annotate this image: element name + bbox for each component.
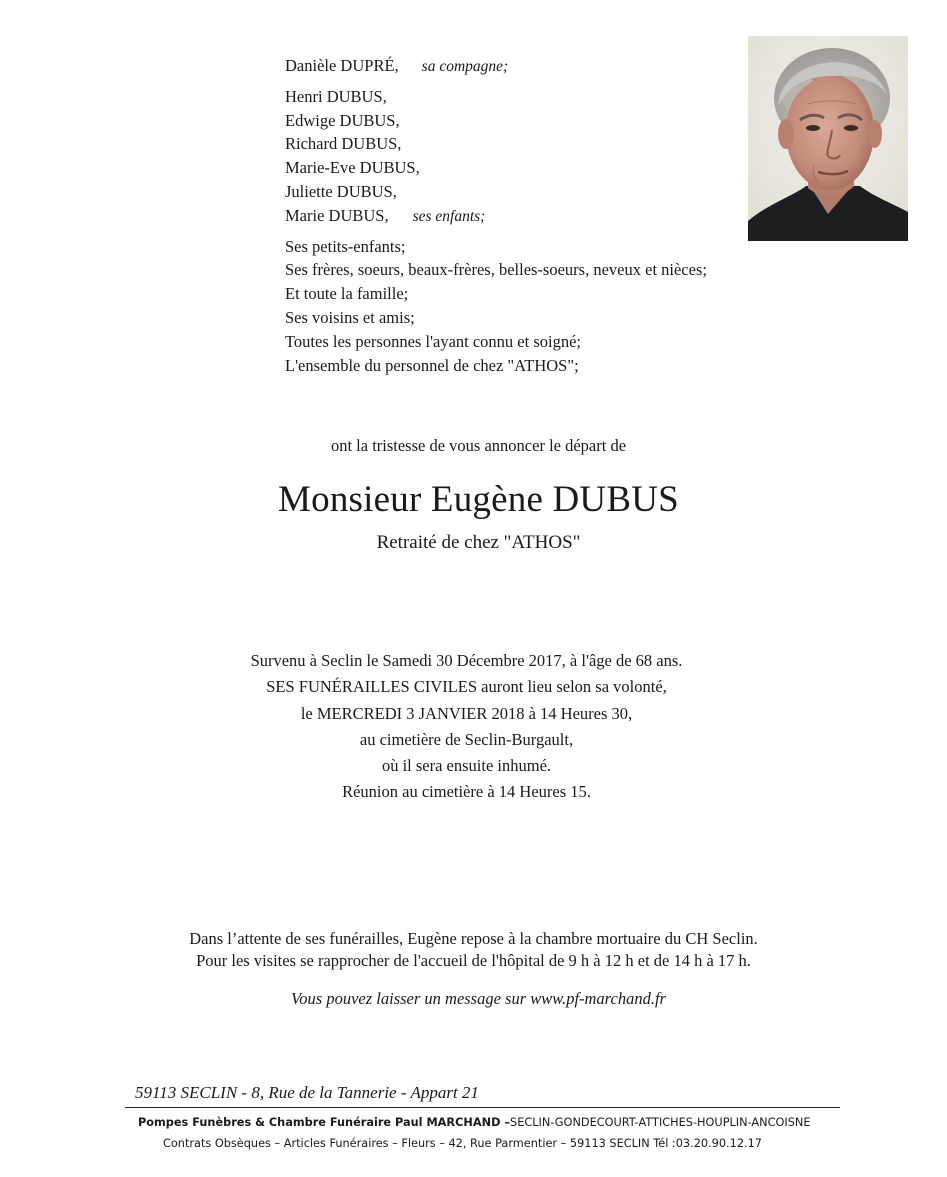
relatives-line: Ses voisins et amis; [285,307,415,327]
child-name: Juliette DUBUS, [285,181,397,201]
family-address: 59113 SECLIN - 8, Rue de la Tannerie - Appart 21 [135,1083,479,1102]
relatives-line: Ses petits-enfants; [285,236,406,256]
deceased-subtitle: Retraité de chez "ATHOS" [376,532,581,553]
partner-role: sa compagne; [421,58,509,75]
funeral-details [0,648,940,806]
relatives-line: Ses frères, soeurs, beaux-frères, belles-soeurs, neveux et nièces; [285,260,707,280]
footer-divider [125,1107,840,1108]
child-name: Marie DUBUS, [285,205,389,225]
details-line: Réunion au cimetière à 14 Heures 15. [342,782,591,802]
funeral-home-towns: SECLIN-GONDECOURT-ATTICHES-HOUPLIN-ANCOISNE [510,1116,811,1129]
deceased-name: Monsieur Eugène DUBUS [278,479,679,520]
family-list [285,54,707,377]
details-line: SES FUNÉRAILLES CIVILES auront lieu selon sa volonté, [266,677,667,697]
details-line: le MERCREDI 3 JANVIER 2018 à 14 Heures 30, [300,703,633,723]
child-name: Marie-Eve DUBUS, [285,158,420,178]
announcement-intro: ont la tristesse de vous annoncer le départ de [330,436,627,455]
partner-name: Danièle DUPRÉ, [285,56,399,75]
child-name: Richard DUBUS, [285,134,402,154]
funeral-home-services: Contrats Obsèques – Articles Funéraires – Fleurs – 42, Rue Parmentier – 59113 SECLIN Tél :03.20.90.12.17 [163,1137,762,1150]
child-name: Henri DUBUS, [285,86,387,106]
details-line: au cimetière de Seclin-Burgault, [359,729,574,749]
notice-line: Pour les visites se rapprocher de l'accueil de l'hôpital de 9 h à 12 h et de 14 h à 17 h. [196,951,751,970]
child-name: Edwige DUBUS, [285,110,400,130]
relatives-line: L'ensemble du personnel de chez "ATHOS"; [285,355,579,375]
visiting-notice [0,928,947,972]
last-child-line [285,204,707,229]
funeral-home-name: Pompes Funèbres & Chambre Funéraire Paul MARCHAND – [138,1116,511,1129]
details-line: où il sera ensuite inhumé. [381,756,552,776]
notice-line: Dans l’attente de ses funérailles, Eugène repose à la chambre mortuaire du CH Seclin. [189,929,758,948]
children-role: ses enfants; [412,207,486,225]
relatives-line: Et toute la famille; [285,284,409,304]
condolence-message: Vous pouvez laisser un message sur www.pf-marchand.fr [291,989,666,1008]
funeral-home-line [138,1113,810,1133]
portrait-photo [748,36,908,241]
partner-line [285,54,707,79]
relatives-line: Toutes les personnes l'ayant connu et soigné; [285,331,582,351]
details-line: Survenu à Seclin le Samedi 30 Décembre 2017, à l'âge de 68 ans. [250,651,683,670]
